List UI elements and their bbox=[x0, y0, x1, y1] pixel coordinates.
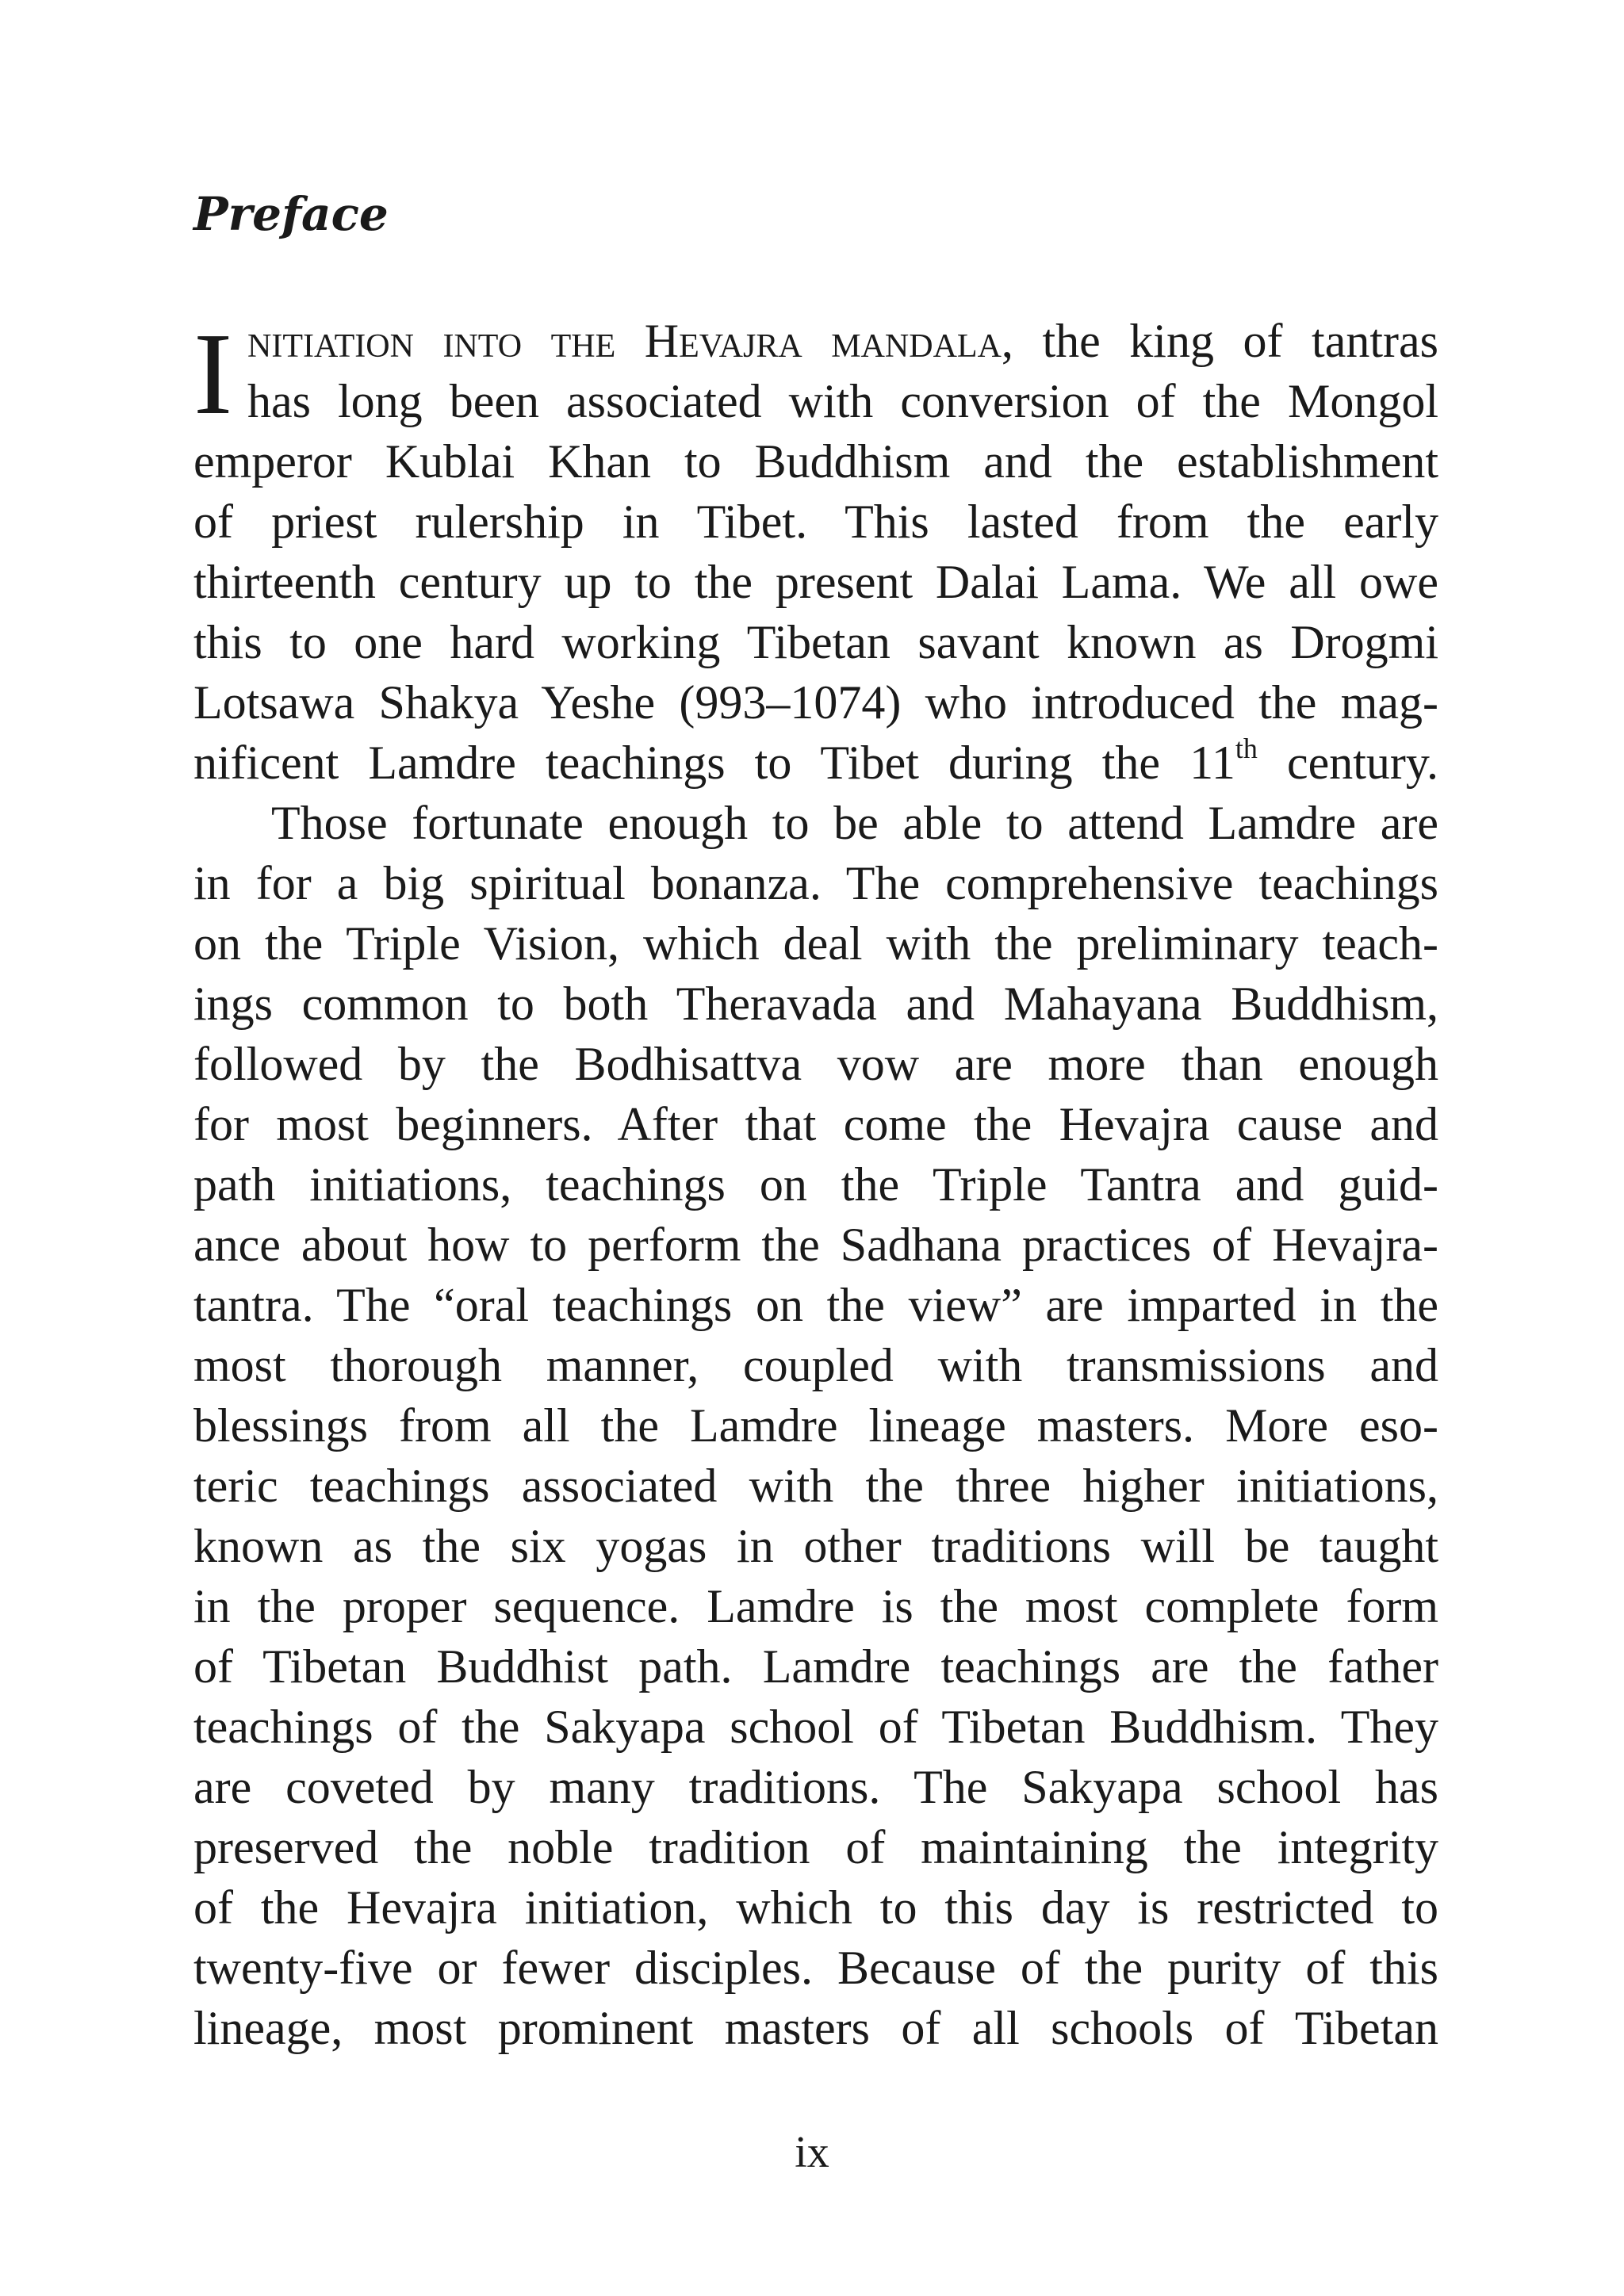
page-number: ix bbox=[795, 2128, 829, 2177]
drop-cap: I bbox=[193, 309, 233, 439]
text-line: blessings from all the Lamdre lineage masters. More eso- bbox=[193, 1399, 1438, 1452]
text-line: of the Hevajra initiation, which to this day is restricted to bbox=[193, 1881, 1438, 1934]
text-line: lineage, most prominent masters of all schools of Tibetan bbox=[193, 2002, 1438, 2054]
text-line: Lotsawa Shakya Yeshe (993–1074) who introduced the mag- bbox=[193, 676, 1438, 729]
text-line: path initiations, teachings on the Triple Tantra and guid- bbox=[193, 1158, 1438, 1211]
body-text bbox=[193, 311, 1438, 2058]
text-line: on the Triple Vision, which deal with the preliminary teach- bbox=[193, 917, 1438, 970]
text-line: known as the six yogas in other traditions will be taught bbox=[193, 1520, 1438, 1572]
text-line: most thorough manner, coupled with transmissions and bbox=[193, 1339, 1438, 1391]
text-line: of Tibetan Buddhist path. Lamdre teachings are the father bbox=[193, 1640, 1438, 1693]
text-line: thirteenth century up to the present Dalai Lama. We all owe bbox=[193, 556, 1438, 608]
text-line: preserved the noble tradition of maintaining the integrity bbox=[193, 1821, 1438, 1873]
text-line: nitiation into the Hevajra mandala, the king of tantras bbox=[247, 315, 1438, 367]
text-line: nificent Lamdre teachings to Tibet during the 11th century. bbox=[193, 733, 1438, 789]
text-line: emperor Kublai Khan to Buddhism and the establishment bbox=[193, 435, 1438, 488]
text-line: tantra. The “oral teachings on the view” are imparted in the bbox=[193, 1279, 1438, 1331]
text-line: teric teachings associated with the three higher initiations, bbox=[193, 1460, 1438, 1512]
text-line: has long been associated with conversion of the Mongol bbox=[247, 375, 1438, 427]
text-line: ings common to both Theravada and Mahayana Buddhism, bbox=[193, 978, 1438, 1030]
text-line: ance about how to perform the Sadhana practices of Hevajra- bbox=[193, 1219, 1438, 1271]
text-line: Those fortunate enough to be able to attend Lamdre are bbox=[271, 797, 1438, 849]
opening-small-caps: nitiation into the Hevajra mandala bbox=[247, 315, 1002, 367]
page-title: Preface bbox=[193, 187, 389, 241]
text-line: teachings of the Sakyapa school of Tibetan Buddhism. They bbox=[193, 1701, 1438, 1753]
text-line: in for a big spiritual bonanza. The comprehensive teachings bbox=[193, 857, 1438, 909]
text-line: of priest rulership in Tibet. This lasted from the early bbox=[193, 496, 1438, 548]
text-line: for most beginners. After that come the Hevajra cause and bbox=[193, 1098, 1438, 1150]
superscript: th bbox=[1235, 733, 1258, 764]
text-line: are coveted by many traditions. The Sakyapa school has bbox=[193, 1761, 1438, 1813]
text-line: followed by the Bodhisattva vow are more than enough bbox=[193, 1038, 1438, 1090]
text-line: twenty-five or fewer disciples. Because of the purity of this bbox=[193, 1942, 1438, 1994]
text-line: in the proper sequence. Lamdre is the most complete form bbox=[193, 1580, 1438, 1632]
text-line: this to one hard working Tibetan savant known as Drogmi bbox=[193, 616, 1438, 668]
